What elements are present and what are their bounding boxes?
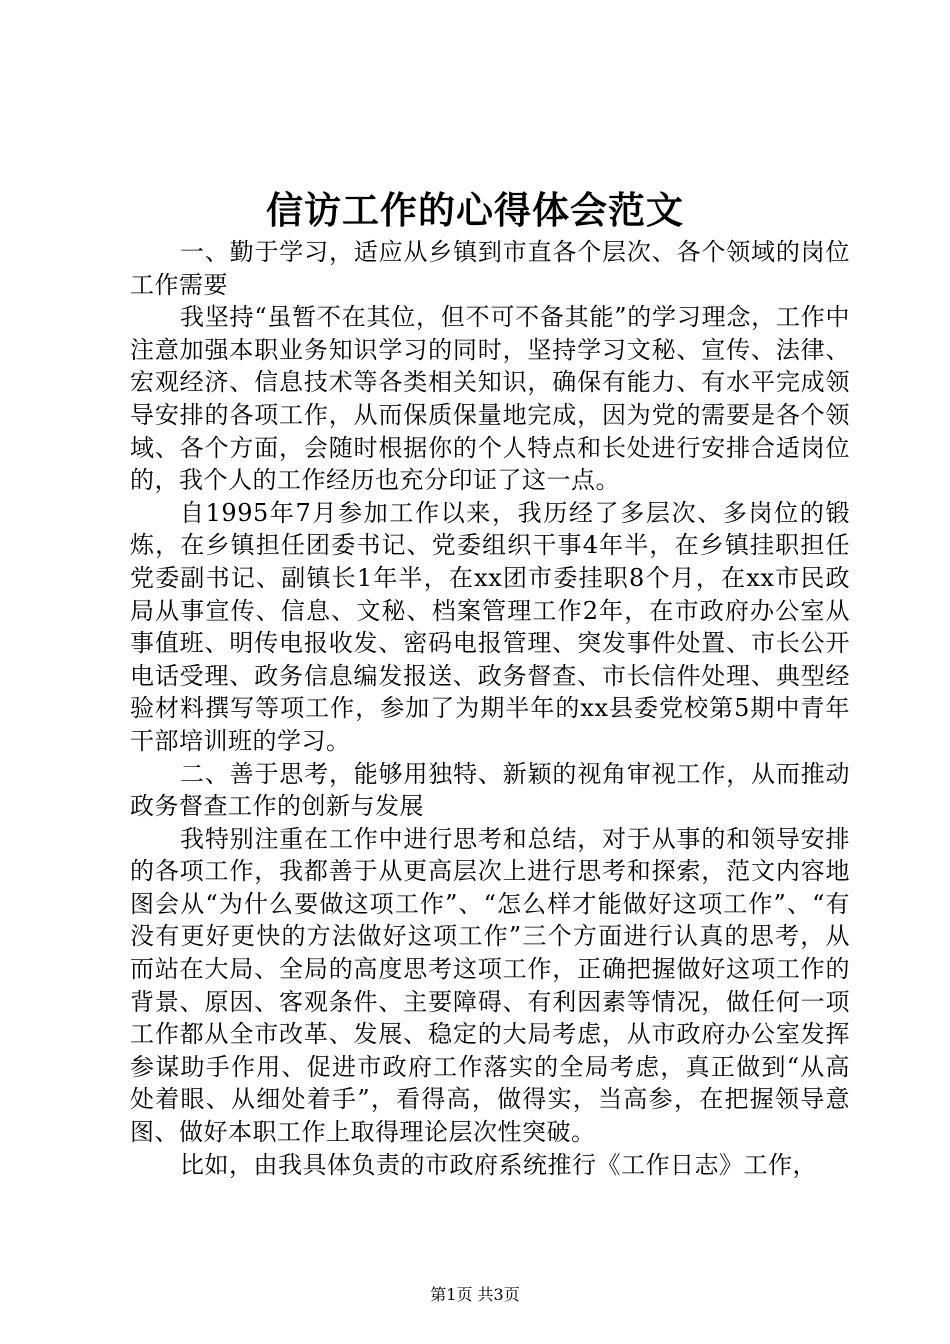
paragraph: 我特别注重在工作中进行思考和总结，对于从事的和领导安排的各项工作，我都善于从更高层次上进行思考和探索，范文内容地图会从“为什么要做这项工作”、“怎么样才能做好这项工作”、“有没有更好更快的方法做好这项工作”三个方面进行认真的思考，从而站在大局、全局的高度思考这项工作，正确把握做好这项工作的背景、原因、客观条件、主要障碍、有利因素等情况，做任何一项工作都从全市改革、发展、稳定的大局考虑，从市政府办公室发挥参谋助手作用、促进市政府工作落实的全局考虑，真正做到“从高处着眼、从细处着手”，看得高，做得实，当高参，在把握领导意图、做好本职工作上取得理论层次性突破。 [130,824,850,1147]
paragraph-heading-1: 一、勤于学习，适应从乡镇到市直各个层次、各个领域的岗位工作需要 [130,238,850,299]
page-footer: 第1页 共3页 [430,1285,520,1304]
document-body [130,236,850,1181]
paragraph: 自1995年7月参加工作以来，我历经了多层次、多岗位的锻炼，在乡镇担任团委书记、党委组织干事4年半，在乡镇挂职担任党委副书记、副镇长1年半，在xx团市委挂职8个月，在xx市民政局从事宣传、信息、文秘、档案管理工作2年，在市政府办公室从事值班、明传电报收发、密码电报管理、突发事件处置、市长公开电话受理、政务信息编发报送、政务督查、市长信件处理、典型经验材料撰写等项工作，参加了为期半年的xx县委党校第5期中青年干部培训班的学习。 [130,498,850,755]
document-title: 信访工作的心得体会范文 [266,188,684,232]
paragraph: 比如，由我具体负责的市政府系统推行《工作日志》工作， [180,1150,817,1179]
paragraph: 我坚持“虽暂不在其位，但不可不备其能”的学习理念，工作中注意加强本职业务知识学习的同时，坚持学习文秘、宣传、法律、宏观经济、信息技术等各类相关知识，确保有能力、有水平完成领导安排的各项工作，从而保质保量地完成，因为党的需要是各个领域、各个方面，会随时根据你的个人特点和长处进行安排合适岗位的，我个人的工作经历也充分印证了这一点。 [130,303,850,495]
paragraph-heading-2: 二、善于思考，能够用独特、新颖的视角审视工作，从而推动政务督查工作的创新与发展 [130,759,850,821]
